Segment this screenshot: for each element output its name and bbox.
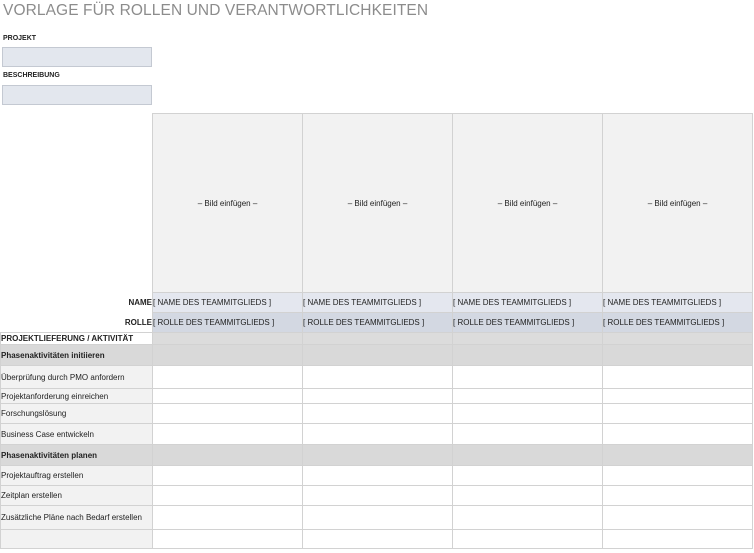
page-title: VORLAGE FÜR ROLLEN UND VERANTWORTLICHKEITEN xyxy=(3,2,429,19)
role-row-label: ROLLE xyxy=(124,317,152,327)
image-placeholder[interactable]: – Bild einfügen – xyxy=(303,114,453,293)
raci-table xyxy=(0,113,753,549)
activity-row-label: Zeitplan erstellen xyxy=(1,486,153,506)
activity-row-label: Forschungslösung xyxy=(1,404,153,424)
activity-row-label xyxy=(1,530,153,549)
member-name-cell[interactable]: [ NAME DES TEAMMITGLIEDS ] xyxy=(603,293,753,313)
member-role-cell[interactable]: [ ROLLE DES TEAMMITGLIEDS ] xyxy=(303,313,453,333)
member-name-cell[interactable]: [ NAME DES TEAMMITGLIEDS ] xyxy=(153,293,303,313)
member-role-cell[interactable]: [ ROLLE DES TEAMMITGLIEDS ] xyxy=(603,313,753,333)
member-role-cell[interactable]: [ ROLLE DES TEAMMITGLIEDS ] xyxy=(453,313,603,333)
phase-row: Phasenaktivitäten planen xyxy=(1,445,153,466)
activity-row-label: Überprüfung durch PMO anfordern xyxy=(1,366,153,389)
name-row-label: NAME xyxy=(128,298,152,307)
activity-row-label: Business Case entwickeln xyxy=(1,424,153,445)
description-field[interactable] xyxy=(2,85,152,105)
activity-column-header: PROJEKTLIEFERUNG / AKTIVITÄT xyxy=(1,333,153,345)
member-name-cell[interactable]: [ NAME DES TEAMMITGLIEDS ] xyxy=(453,293,603,313)
activity-row-label: Zusätzliche Pläne nach Bedarf erstellen xyxy=(1,506,153,530)
phase-row: Phasenaktivitäten initiieren xyxy=(1,345,153,366)
member-name-cell[interactable]: [ NAME DES TEAMMITGLIEDS ] xyxy=(303,293,453,313)
project-field[interactable] xyxy=(2,47,152,67)
project-label: PROJEKT xyxy=(3,35,37,42)
activity-row-label: Projektauftrag erstellen xyxy=(1,466,153,486)
description-label: BESCHREIBUNG xyxy=(3,72,60,79)
image-placeholder[interactable]: – Bild einfügen – xyxy=(153,114,303,293)
image-placeholder[interactable]: – Bild einfügen – xyxy=(603,114,753,293)
image-placeholder[interactable]: – Bild einfügen – xyxy=(453,114,603,293)
activity-row-label: Projektanforderung einreichen xyxy=(1,389,153,404)
member-role-cell[interactable]: [ ROLLE DES TEAMMITGLIEDS ] xyxy=(153,313,303,333)
